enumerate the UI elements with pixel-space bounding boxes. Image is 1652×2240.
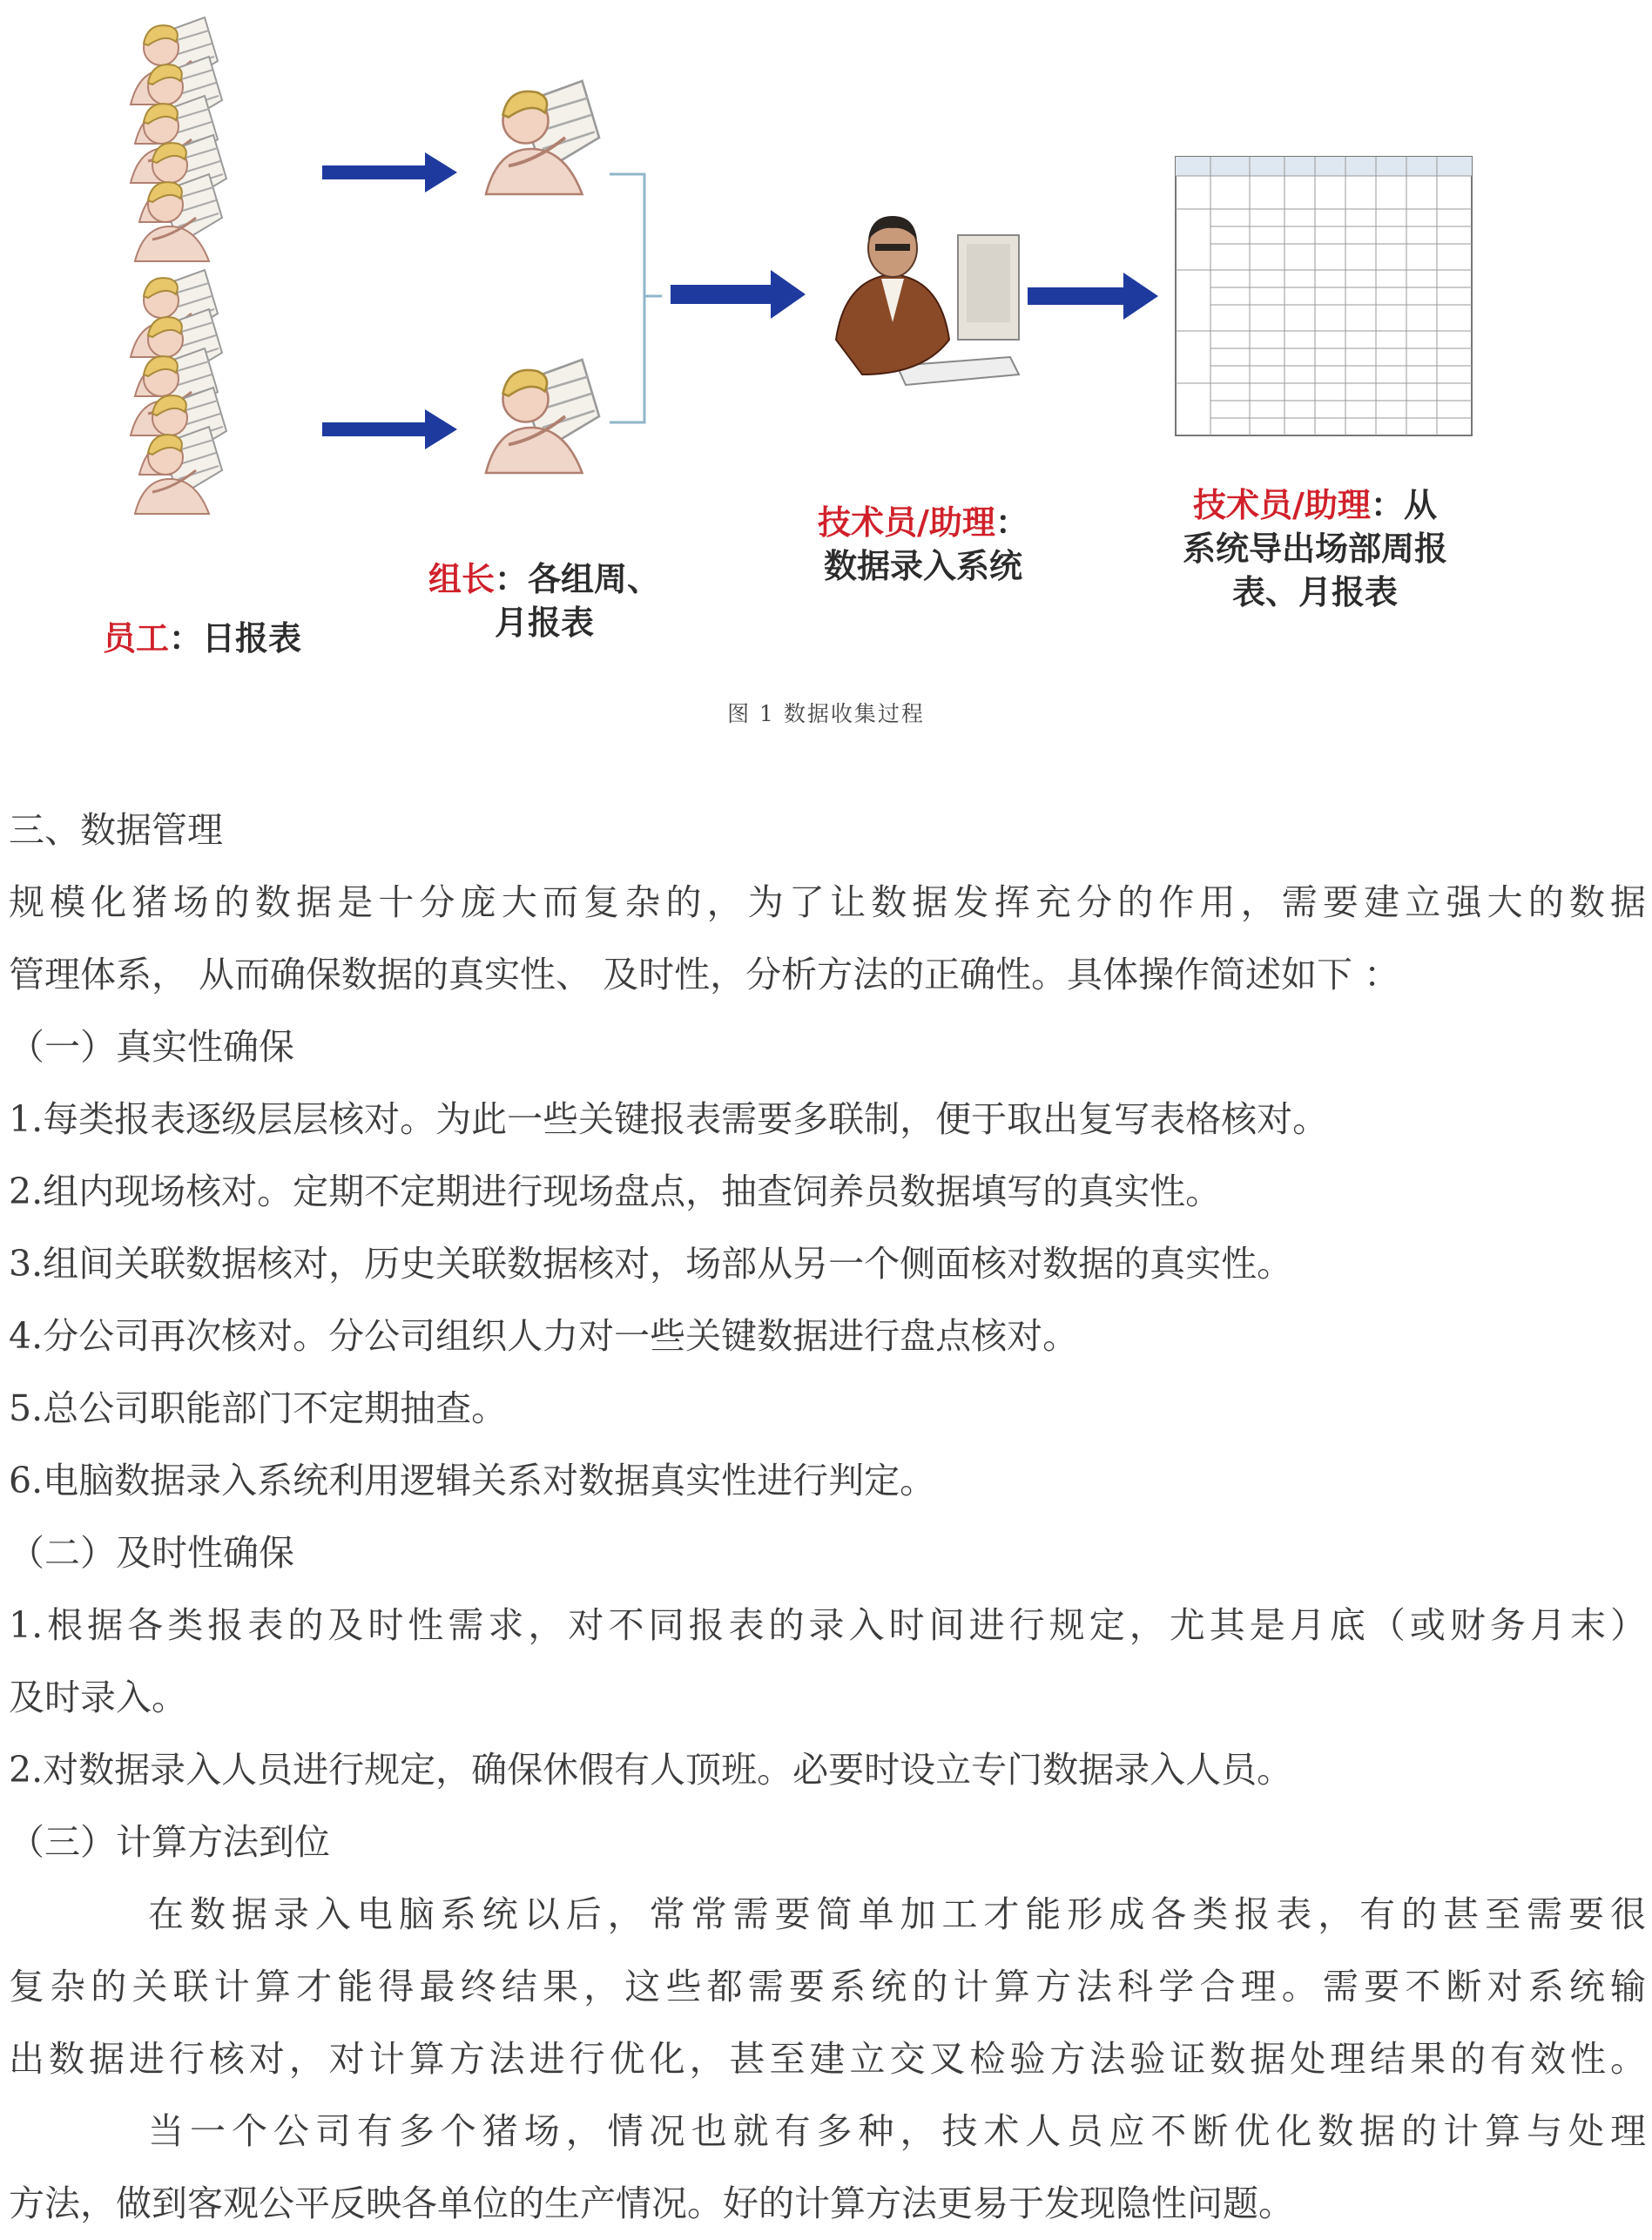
sub2-item-2: 2.对数据录入人员进行规定，确保休假有人顶班。必要时设立专门数据录入人员。 <box>9 1749 1293 1791</box>
label-tech-entry-line2: 数据录入系统 <box>823 547 1022 585</box>
leader-figure-top <box>486 81 599 194</box>
label-tech-entry-role: 技术员/助理 <box>818 503 995 542</box>
label-employee-role: 员工 <box>103 619 170 658</box>
para2-line-1: 当一个公司有多个猪场，情况也就有多种，技术人员应不断优化数据的计算与处理 <box>148 2110 1646 2152</box>
label-leader-line2: 月报表 <box>494 604 594 642</box>
sub1-item-6: 6.电脑数据录入系统利用逻辑关系对数据真实性进行判定。 <box>9 1460 936 1501</box>
label-tech-export-rest: ：从 <box>1370 486 1437 524</box>
arrow-icon-middle <box>671 270 806 319</box>
label-leader <box>414 557 675 644</box>
data-collection-figure <box>0 0 1652 766</box>
sub1-item-1: 1.每类报表逐级层层核对。为此一些关键报表需要多联制，便于取出复写表格核对。 <box>9 1098 1329 1140</box>
intro-line-2: 管理体系， 从而确保数据的真实性、 及时性，分析方法的正确性。具体操作简述如下 ： <box>9 954 1400 995</box>
arrow-icon-right <box>1028 273 1158 320</box>
label-tech-entry-rest: ： <box>995 503 1028 542</box>
label-leader-line1: ：各组周、 <box>495 560 661 598</box>
section-heading: 三、数据管理 <box>9 809 223 851</box>
figure-caption: 图 1 数据收集过程 <box>727 701 925 726</box>
label-leader-role: 组长 <box>428 560 495 598</box>
sub1-item-3: 3.组间关联数据核对，历史关联数据核对，场部从另一个侧面核对数据的真实性。 <box>9 1243 1293 1285</box>
worker-stack-top <box>131 17 226 261</box>
sub1-item-4: 4.分公司再次核对。分公司组织人力对一些关键数据进行盘点核对。 <box>9 1315 1079 1357</box>
label-tech-export <box>1141 483 1489 614</box>
label-tech-export-line3: 表、月报表 <box>1231 573 1398 611</box>
intro-line-1: 规模化猪场的数据是十分庞大而复杂的，为了让数据发挥充分的作用，需要建立强大的数据 <box>9 881 1646 923</box>
arrow-icon-bottom <box>322 409 457 449</box>
label-employee <box>103 617 301 660</box>
arrow-icon-top <box>322 152 457 192</box>
section-body <box>9 794 1646 2240</box>
worker-stack-bottom <box>131 270 226 514</box>
sub2-item-1-line-1: 1.根据各类报表的及时性需求，对不同报表的录入时间进行规定，尤其是月底（或财务月末） <box>9 1604 1646 1646</box>
connector-bracket <box>610 174 662 422</box>
label-employee-rest: ：日报表 <box>169 619 302 658</box>
para1-line-2: 复杂的关联计算才能得最终结果，这些都需要系统的计算方法科学合理。需要不断对系统输 <box>9 1966 1646 2007</box>
para1-line-3: 出数据进行核对，对计算方法进行优化，甚至建立交叉检验方法验证数据处理结果的有效性。 <box>9 2038 1646 2080</box>
para1-line-1: 在数据录入电脑系统以后，常常需要简单加工才能形成各类报表，有的甚至需要很 <box>148 1893 1646 1935</box>
label-tech-entry <box>784 501 1062 588</box>
subsection-3-title: （三）计算方法到位 <box>9 1821 330 1863</box>
subsection-1-title: （一）真实性确保 <box>9 1026 294 1068</box>
technician-computer-figure <box>836 216 1019 385</box>
report-table-graphic <box>1176 157 1472 435</box>
sub1-item-5: 5.总公司职能部门不定期抽查。 <box>9 1387 508 1429</box>
leader-figure-bottom <box>486 360 599 473</box>
subsection-2-title: （二）及时性确保 <box>9 1532 294 1574</box>
label-tech-export-line2: 系统导出场部周报 <box>1182 530 1447 568</box>
sub2-item-1-line-2: 及时录入。 <box>9 1677 187 1718</box>
sub1-item-2: 2.组内现场核对。定期不定期进行现场盘点，抽查饲养员数据填写的真实性。 <box>9 1171 1222 1212</box>
label-tech-export-role: 技术员/助理 <box>1193 486 1371 524</box>
para2-line-2: 方法，做到客观公平反映各单位的生产情况。好的计算方法更易于发现隐性问题。 <box>9 2183 1294 2224</box>
